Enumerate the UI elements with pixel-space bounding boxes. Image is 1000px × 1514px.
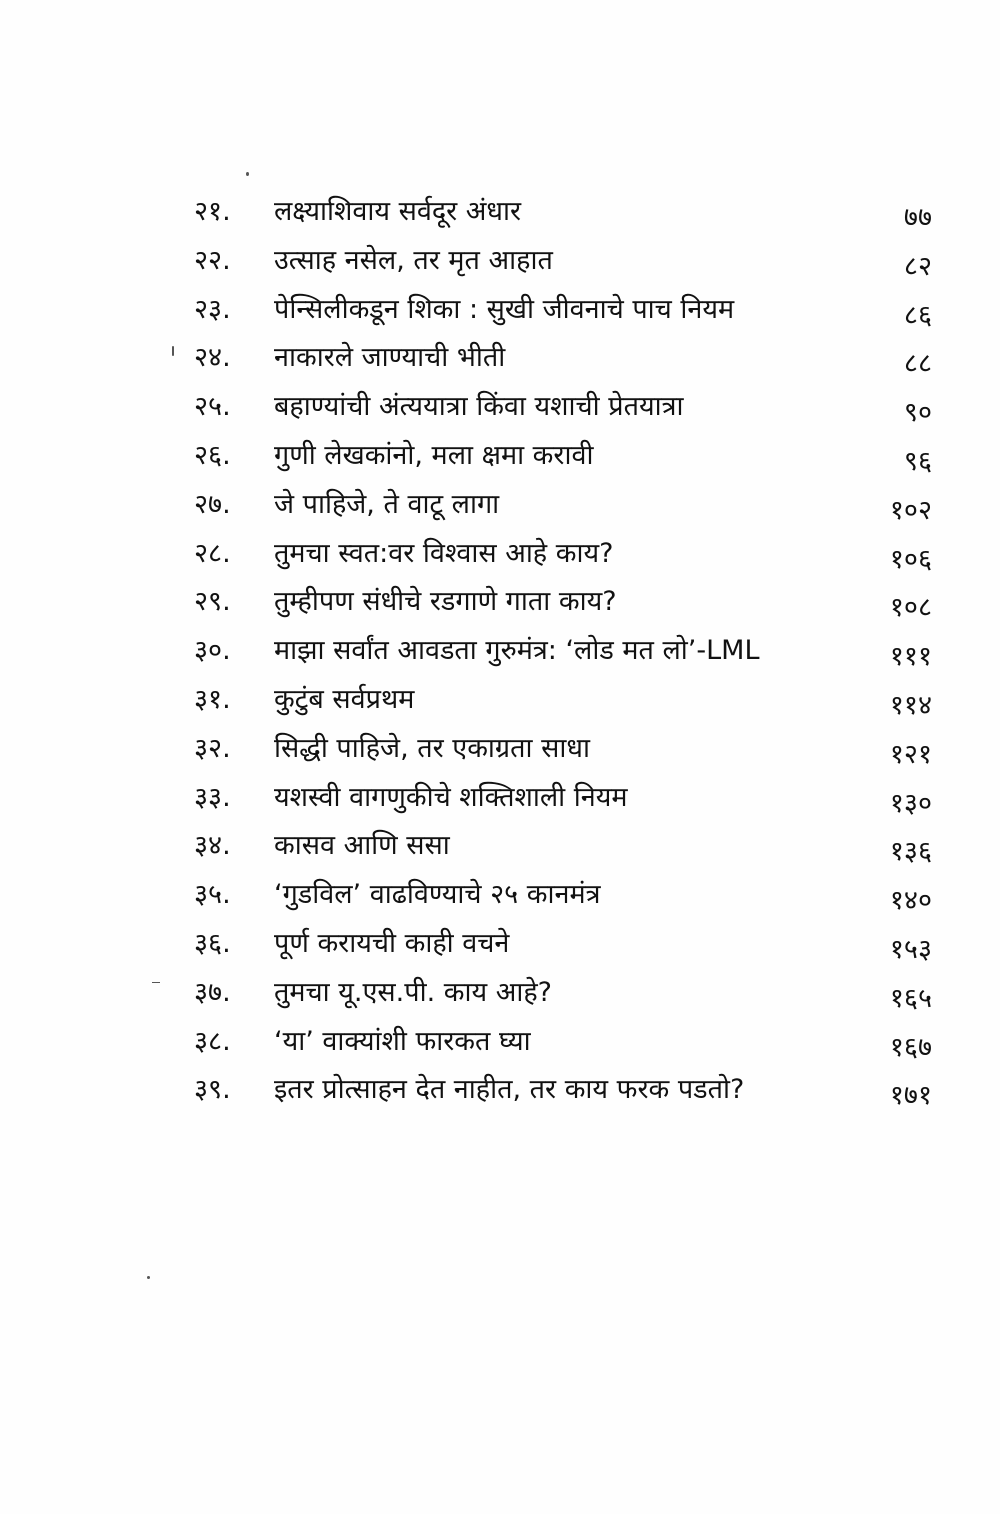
- page-number: १०६: [889, 543, 932, 575]
- page-number: ९०: [903, 397, 932, 429]
- table-of-contents: [186, 188, 946, 1115]
- chapter-number: ३९.: [194, 1074, 231, 1106]
- chapter-title: कुटुंब सर्वप्रथम: [274, 683, 415, 715]
- page-number: ९६: [903, 445, 932, 477]
- chapter-number: ३८.: [194, 1025, 231, 1057]
- page-number: ११४: [889, 689, 932, 721]
- chapter-title: बहाण्यांची अंत्ययात्रा किंवा यशाची प्रेतयात्रा: [274, 391, 684, 423]
- page-number: ८८: [903, 348, 932, 380]
- toc-entry: [186, 383, 946, 432]
- toc-entry: [186, 969, 946, 1018]
- toc-entry: [186, 286, 946, 335]
- chapter-number: २८.: [194, 537, 231, 569]
- chapter-title: ‘गुडविल’ वाढविण्याचे २५ कानमंत्र: [274, 879, 601, 911]
- toc-entry: [186, 530, 946, 579]
- page-number: ७७: [903, 202, 932, 233]
- chapter-number: ३४.: [194, 830, 231, 862]
- chapter-title: नाकारले जाण्याची भीती: [274, 342, 506, 374]
- chapter-number: २५.: [194, 391, 231, 423]
- chapter-title: जे पाहिजे, ते वाटू लागा: [274, 488, 500, 520]
- chapter-title: गुणी लेखकांनो, मला क्षमा करावी: [274, 439, 594, 471]
- chapter-number: ३३.: [194, 781, 231, 813]
- toc-entry: [186, 334, 946, 383]
- toc-entry: [186, 481, 946, 530]
- chapter-title: ‘या’ वाक्यांशी फारकत घ्या: [274, 1025, 531, 1057]
- page-number: १०२: [889, 494, 932, 526]
- chapter-number: ३६.: [194, 927, 231, 959]
- chapter-title: तुम्हीपण संधीचे रडगाणे गाता काय?: [274, 586, 617, 618]
- scan-speck: [147, 1276, 150, 1279]
- toc-entry: [186, 1066, 946, 1115]
- toc-entry: [186, 920, 946, 969]
- toc-entry: [186, 627, 946, 676]
- chapter-title: कासव आणि ससा: [274, 830, 450, 862]
- page-number: १४०: [889, 885, 932, 917]
- page-number: १५३: [889, 933, 932, 965]
- page-number: १३०: [889, 787, 932, 819]
- chapter-number: ३०.: [194, 635, 231, 667]
- page-number: १२१: [889, 738, 932, 770]
- toc-entry: [186, 1018, 946, 1067]
- page-number: १११: [889, 641, 932, 673]
- toc-entry: [186, 237, 946, 286]
- chapter-number: २४.: [194, 342, 231, 374]
- toc-entry: [186, 822, 946, 871]
- chapter-title: सिद्धी पाहिजे, तर एकाग्रता साधा: [274, 732, 590, 764]
- chapter-title: तुमचा स्वत:वर विश्वास आहे काय?: [274, 537, 614, 569]
- chapter-number: ३२.: [194, 732, 231, 764]
- chapter-number: २६.: [194, 439, 231, 471]
- toc-entry: [186, 432, 946, 481]
- chapter-number: २२.: [194, 244, 231, 276]
- toc-entry: [186, 725, 946, 774]
- page-number: १०८: [889, 592, 932, 624]
- chapter-title: पेन्सिलीकडून शिका : सुखी जीवनाचे पाच नियम: [274, 293, 735, 325]
- page-number: १७१: [889, 1080, 932, 1112]
- scan-speck: [246, 172, 249, 176]
- chapter-number: ३१.: [194, 683, 231, 715]
- chapter-number: २३.: [194, 293, 231, 325]
- page-number: १६५: [889, 982, 932, 1014]
- page-number: १३६: [889, 836, 932, 868]
- chapter-title: माझा सर्वांत आवडता गुरुमंत्र: ‘लोड मत लो’-LML: [274, 635, 760, 667]
- toc-entry: [186, 774, 946, 823]
- chapter-title: तुमचा यू.एस.पी. काय आहे?: [274, 976, 552, 1008]
- chapter-number: ३७.: [194, 976, 231, 1008]
- scan-speck: [172, 346, 174, 356]
- chapter-number: २९.: [194, 586, 231, 618]
- page-number: ८२: [903, 250, 932, 282]
- chapter-title: उत्साह नसेल, तर मृत आहात: [274, 244, 553, 276]
- scan-speck: [152, 982, 160, 983]
- chapter-title: यशस्वी वागणुकीचे शक्तिशाली नियम: [274, 781, 628, 813]
- chapter-number: ३५.: [194, 879, 231, 911]
- page-number: ८६: [903, 299, 932, 331]
- chapter-title: लक्ष्याशिवाय सर्वदूर अंधार: [274, 196, 522, 227]
- chapter-title: पूर्ण करायची काही वचने: [274, 927, 510, 959]
- chapter-number: २१.: [194, 196, 231, 227]
- toc-entry: [186, 578, 946, 627]
- toc-entry: [186, 676, 946, 725]
- toc-entry: [186, 188, 946, 237]
- toc-entry: [186, 871, 946, 920]
- chapter-title: इतर प्रोत्साहन देत नाहीत, तर काय फरक पडतो?: [274, 1074, 745, 1106]
- page-number: १६७: [889, 1031, 932, 1063]
- chapter-number: २७.: [194, 488, 231, 520]
